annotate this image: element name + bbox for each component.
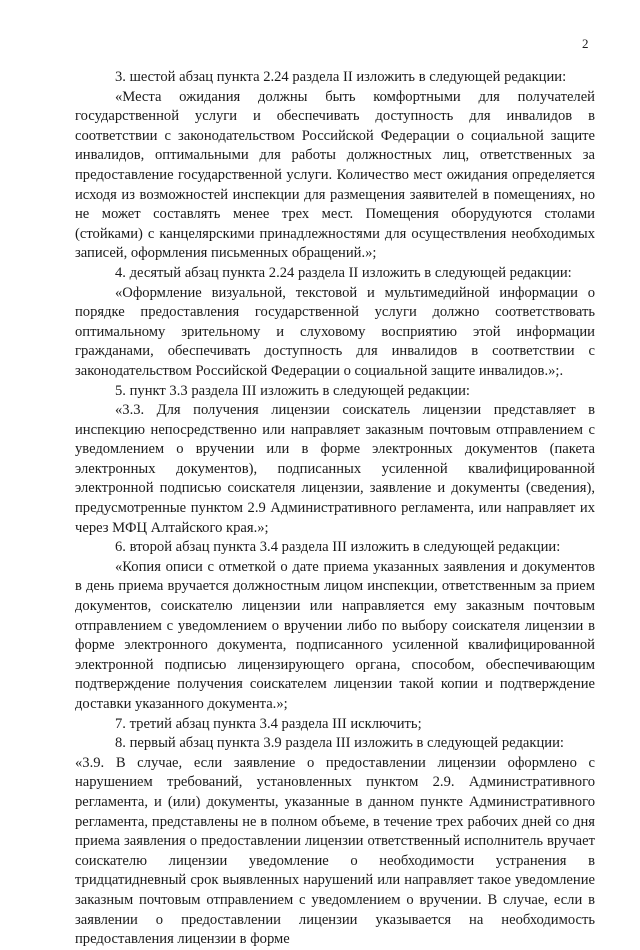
paragraph-inventory-copy: «Копия описи с отметкой о дате приема указанных заявления и документов в день приема вручается должностным лицом инспекции, ответственным за прием документов, соискателю лицензии или направляется ему заказным почтовым отправлением с уведомлением о вручении либо по выбору соискателя лицензии в форме электронного документа, подписанного усиленной квалифицированной электронной подписью лицензирующего органа, способом, обеспечивающим подтверждение получения соискателем лицензии такой копии и подтверждение доставки указанного документа.»;	[75, 558, 595, 712]
paragraph-information-design: «Оформление визуальной, текстовой и мультимедийной информации о порядке предоставления государственной услуги должно соответствовать оптимальному зрительному и слуховому восприятию этой информации гражданами, обеспечивать доступность для инвалидов в соответствии с законодательством Российской Федерации о социальной защите инвалидов.»;.	[75, 284, 595, 379]
page-number: 2	[582, 36, 589, 51]
paragraph-item-5-heading: 5. пункт 3.3 раздела III изложить в следующей редакции:	[115, 382, 470, 399]
paragraph-item-3-heading: 3. шестой абзац пункта 2.24 раздела II изложить в следующей редакции:	[115, 69, 567, 85]
paragraph-item-6-heading: 6. второй абзац пункта 3.4 раздела III изложить в следующей редакции:	[115, 539, 561, 556]
paragraph-clause-3-3: «3.3. Для получения лицензии соискатель лицензии представляет в инспекцию непосредственно или направляет заказным почтовым отправлением с уведомлением о вручении или в форме электронных документов (пакета электронных документов), подписанных усиленной квалифицированной электронной подписью соискателя лицензии, заявление и документы (сведения), предусмотренные пунктом 2.9 Административного регламента, или направляет их через МФЦ Алтайского края.»;	[75, 402, 595, 536]
paragraph-waiting-places: «Места ожидания должны быть комфортными для получателей государственной услуги и обеспечивать доступность для инвалидов в соответствии с законодательством Российской Федерации о социальной защите инвалидов, оптимальными для работы должностных лиц, ответственных за предоставление государственной услуги. Количество мест ожидания определяется исходя из возможностей инспекции для размещения заявителей в помещениях, но не может составлять менее трех мест. Помещения оборудуются столами (стойками) с канцелярскими принадлежностями для осуществления необходимых записей, оформления письменных обращений.»;	[75, 88, 595, 262]
paragraph-clause-3-9: «3.9. В случае, если заявление о предоставлении лицензии оформлено с нарушением требований, установленных пунктом 2.9. Административного регламента, и (или) документы, указанные в данном пункте Административного регламента, представлены не в полном объеме, в течение трех рабочих дней со дня приема заявления о предоставлении лицензии ответственный исполнитель вручает соискателю лицензии уведомление о необходимости устранения в тридцатидневный срок выявленных нарушений или направляет такое уведомление заказным почтовым отправлением с уведомлением о вручении. В случае, если в заявлении о предоставлении лицензии указывается на необходимость предоставления лицензии в форме	[75, 754, 595, 948]
paragraph-item-4-heading: 4. десятый абзац пункта 2.24 раздела II изложить в следующей редакции:	[115, 264, 572, 281]
document-body	[75, 68, 595, 950]
paragraph-item-7: 7. третий абзац пункта 3.4 раздела III исключить;	[115, 715, 422, 732]
paragraph-item-8-heading: 8. первый абзац пункта 3.9 раздела III изложить в следующей редакции:	[115, 735, 564, 752]
